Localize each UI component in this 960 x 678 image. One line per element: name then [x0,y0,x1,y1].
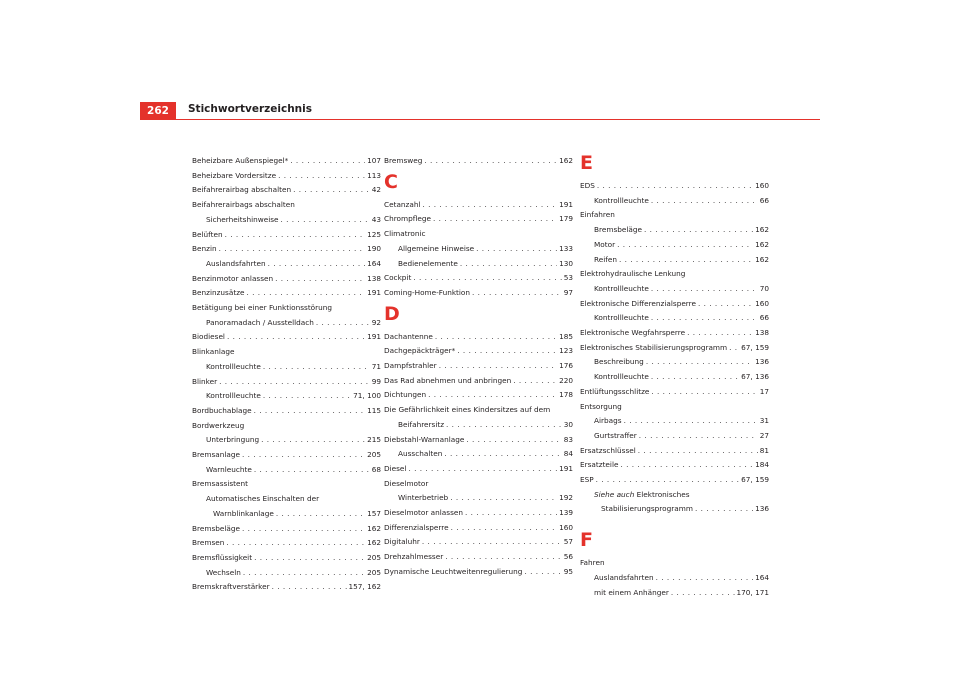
leader-dots [316,316,370,331]
leader-dots [451,521,557,536]
leader-dots [413,271,561,286]
entry-term: Dynamische Leuchtweitenregulierung [384,566,523,576]
entry-term: mit einem Anhänger [594,587,669,597]
index-column-2 [384,154,573,580]
entry-term: Dichtungen [384,390,427,400]
entry-term: Bordbuchablage [192,405,252,415]
entry-term: Belüften [192,229,223,239]
entry-pages: 125 [367,229,381,239]
entry-term: Kontrollleuchte [594,372,649,382]
entry-term: Dampfstrahler [384,361,437,371]
entry-term: Cockpit [384,273,412,283]
leader-dots [227,330,365,345]
index-entry [384,198,573,213]
index-entry [580,311,769,326]
entry-pages: 136 [755,357,769,367]
entry-pages: 160 [755,298,769,308]
entry-pages: 178 [559,390,573,400]
index-heading: Climatronic [384,229,426,239]
leader-dots [619,253,753,268]
index-entry [384,565,573,580]
header-rule [140,119,820,120]
index-entry [580,341,769,356]
index-entry [580,355,769,370]
leader-dots [638,444,758,459]
index-entry [192,580,381,595]
entry-term: Digitaluhr [384,537,420,547]
index-entry [384,154,573,169]
index-entry [580,282,769,297]
index-entry [192,242,381,257]
entry-term: Bedienelemente [398,258,458,268]
leader-dots [263,360,370,375]
letter-heading-f: F [580,529,593,552]
entry-pages: 67, 159 [741,342,769,352]
index-entry [580,238,769,253]
entry-term: Winterbetrieb [398,493,449,503]
index-heading: Blinkanlage [192,347,235,357]
entry-pages: 164 [755,572,769,582]
entry-pages: 57 [563,537,573,547]
index-entry [384,257,573,272]
entry-pages: 160 [755,181,769,190]
leader-dots [243,566,365,581]
index-column-3 [580,152,769,600]
entry-pages: 157 [367,508,381,518]
index-entry [192,286,381,301]
index-entry [384,433,573,448]
leader-dots [254,551,365,566]
index-entry [580,586,769,601]
leader-dots [276,507,365,522]
index-entry [384,374,573,389]
leader-dots [422,535,562,550]
entry-pages: 191 [559,463,573,473]
leader-dots [620,458,753,473]
leader-dots [457,344,557,359]
leader-dots [242,522,365,537]
index-entry [384,418,573,433]
entry-term: Dachgepäckträger* [384,346,456,356]
entry-pages: 138 [367,273,381,283]
index-entry [384,359,573,374]
entry-pages: 123 [559,346,573,356]
index-entry [384,286,573,301]
index-entry [192,257,381,272]
entry-pages: 92 [371,317,381,327]
see-also-text: Elektronisches [636,489,690,499]
entry-term: Beheizbare Außenspiegel* [192,156,289,165]
index-heading: Fahren [580,558,605,568]
index-entry [580,194,769,209]
index-entry [192,316,381,331]
leader-dots [651,385,757,400]
index-entry [192,213,381,228]
index-entry [580,458,769,473]
entry-term: Bremsbeläge [192,523,240,533]
entry-pages: 66 [759,313,769,323]
entry-pages: 139 [559,508,573,518]
letter-heading-c: C [384,170,398,193]
leader-dots [651,370,739,385]
index-entry [580,429,769,444]
entry-term: Bremskraftverstärker [192,582,270,592]
page-number-badge: 262 [140,102,176,120]
entry-pages: 205 [367,552,381,562]
entry-pages: 95 [563,566,573,576]
index-heading: Automatisches Einschalten der [206,494,320,504]
entry-pages: 138 [755,328,769,338]
index-entry [192,507,381,522]
index-heading: Bordwerkzeug [192,420,245,430]
entry-pages: 192 [559,493,573,503]
entry-pages: 68 [371,464,381,474]
index-entry [580,385,769,400]
index-entry [384,521,573,536]
index-entry [192,272,381,287]
entry-pages: 113 [367,170,381,180]
entry-term: Kontrollleuchte [594,283,649,293]
entry-pages: 97 [563,287,573,297]
entry-term: Das Rad abnehmen und anbringen [384,375,512,385]
see-also-prefix: Siehe auch [594,489,635,499]
leader-dots [671,586,735,601]
entry-term: Drehzahlmesser [384,552,444,562]
index-column-1 [192,154,381,595]
entry-pages: 162 [755,225,769,235]
page-title: Stichwortverzeichnis [188,103,312,115]
index-entry [192,228,381,243]
entry-pages: 160 [559,522,573,532]
index-entry [192,463,381,478]
leader-dots [644,223,753,238]
entry-term: Reifen [594,254,617,264]
index-entry [580,326,769,341]
entry-term: Beheizbare Vordersitze [192,170,277,180]
leader-dots [460,257,557,272]
leader-dots [408,462,557,477]
entry-pages: 27 [759,430,769,440]
leader-dots [261,433,365,448]
leader-dots [433,212,557,227]
leader-dots [639,429,758,444]
entry-pages: 191 [367,332,381,342]
entry-pages: 162 [367,523,381,533]
leader-dots [445,550,561,565]
entry-pages: 67, 136 [741,372,769,382]
entry-pages: 30 [563,419,573,429]
leader-dots [651,282,758,297]
leader-dots [646,355,753,370]
entry-pages: 191 [367,288,381,298]
leader-dots [597,179,753,194]
entry-term: Allgemeine Hinweise [398,243,475,253]
entry-term: Elektronische Differenzialsperre [580,298,697,308]
entry-term: Ersatzteile [580,460,619,470]
index-entry [192,389,381,404]
leader-dots [617,238,753,253]
index-entry [192,404,381,419]
entry-term: EDS [580,181,595,190]
entry-term: Chrompflege [384,214,431,224]
leader-dots [695,502,753,517]
entry-term: Dieselmotor anlassen [384,508,463,518]
entry-term: Kontrollleuchte [206,391,261,401]
entry-term: Coming-Home-Funktion [384,287,471,297]
entry-pages: 71 [371,361,381,371]
entry-term: Elektronische Wegfahrsperre [580,328,686,338]
leader-dots [272,580,347,595]
entry-term: Diesel [384,463,407,473]
letter-heading-d: D [384,302,400,325]
index-entry [192,154,381,169]
entry-pages: 215 [367,435,381,445]
leader-dots [226,536,365,551]
entry-term: Warnleuchte [206,464,252,474]
entry-term: Bremsbeläge [594,225,642,235]
entry-pages: 70 [759,283,769,293]
entry-term: Beifahrerairbag abschalten [192,185,292,195]
index-entry [580,253,769,268]
leader-dots [428,388,557,403]
entry-pages: 170, 171 [736,587,769,597]
index-entry [192,330,381,345]
leader-dots [524,565,561,580]
index-entry [192,448,381,463]
index-entry [384,242,573,257]
entry-pages: 191 [559,199,573,209]
entry-term: Ausschalten [398,449,443,459]
entry-pages: 162 [755,254,769,264]
index-heading: Einfahren [580,210,615,220]
index-entry [580,179,769,194]
entry-term: Elektronisches Stabilisierungsprogramm [580,342,728,352]
leader-dots [242,448,365,463]
entry-pages: 130 [559,258,573,268]
entry-term: Bremsweg [384,156,423,165]
index-entry [384,447,573,462]
leader-dots [656,571,753,586]
leader-dots [275,272,365,287]
entry-pages: 205 [367,567,381,577]
index-entry [192,183,381,198]
entry-pages: 99 [371,376,381,386]
entry-pages: 136 [755,504,769,514]
index-entry [384,212,573,227]
entry-term: Beifahrersitz [398,419,445,429]
entry-term: Kontrollleuchte [206,361,261,371]
leader-dots [278,169,365,184]
index-entry [384,550,573,565]
index-entry [192,375,381,390]
entry-pages: 83 [563,434,573,444]
entry-pages: 71, 100 [353,391,381,401]
leader-dots [465,506,557,521]
leader-dots [596,473,739,488]
entry-pages: 43 [371,214,381,224]
entry-term: Diebstahl-Warnanlage [384,434,465,444]
index-entry [192,536,381,551]
entry-term: Unterbringung [206,435,260,445]
entry-term: Beschreibung [594,357,644,367]
entry-term: Panoramadach / Ausstelldach [206,317,314,327]
entry-term: Benzinmotor anlassen [192,273,274,283]
index-entry [192,551,381,566]
leader-dots [247,286,366,301]
leader-dots [254,463,370,478]
entry-pages: 81 [759,445,769,455]
entry-pages: 42 [371,185,381,195]
index-see-also [580,488,769,503]
index-entry [192,566,381,581]
entry-pages: 31 [759,416,769,426]
index-entry [580,223,769,238]
entry-term: Wechseln [206,567,241,577]
entry-term: Motor [594,239,616,249]
index-entry [192,360,381,375]
index-entry [580,370,769,385]
index-entry [384,330,573,345]
leader-dots [446,418,562,433]
entry-pages: 67, 159 [741,475,769,485]
leader-dots [439,359,557,374]
leader-dots [472,286,562,301]
index-entry [384,344,573,359]
leader-dots [225,228,365,243]
index-entry [192,433,381,448]
leader-dots [254,404,365,419]
entry-term: Kontrollleuchte [594,313,649,323]
leader-dots [290,154,365,169]
leader-dots [444,447,561,462]
entry-term: Benzin [192,244,217,254]
entry-term: Auslandsfahrten [206,258,266,268]
entry-pages: 162 [559,156,573,165]
leader-dots [729,341,739,356]
entry-pages: 179 [559,214,573,224]
index-entry [580,297,769,312]
entry-term: ESP [580,475,594,485]
entry-term: Gurtstraffer [594,430,637,440]
leader-dots [624,414,758,429]
entry-pages: 133 [559,243,573,253]
entry-term: Benzinzusätze [192,288,245,298]
entry-term: Airbags [594,416,622,426]
leader-dots [423,198,558,213]
index-entry [384,506,573,521]
index-heading: Entsorgung [580,401,622,411]
leader-dots [513,374,557,389]
leader-dots [293,183,370,198]
letter-heading-e: E [580,152,593,174]
entry-term: Auslandsfahrten [594,572,654,582]
entry-term: Bremsflüssigkeit [192,552,253,562]
entry-term: Cetanzahl [384,199,421,209]
index-heading: Beifahrerairbags abschalten [192,200,295,210]
entry-pages: 162 [367,538,381,548]
entry-pages: 162 [755,239,769,249]
index-entry [580,571,769,586]
index-entry [384,388,573,403]
entry-term: Differenzialsperre [384,522,449,532]
index-heading: Elektrohydraulische Lenkung [580,269,686,279]
entry-term: Kontrollleuchte [594,195,649,205]
leader-dots [219,242,365,257]
index-entry [580,473,769,488]
entry-pages: 157, 162 [348,582,381,592]
entry-pages: 56 [563,552,573,562]
entry-pages: 185 [559,331,573,341]
index-heading: Bremsassistent [192,479,248,489]
entry-pages: 220 [559,375,573,385]
entry-term: Stabilisierungsprogramm [601,504,693,514]
leader-dots [651,311,758,326]
entry-term: Warnblinkanlage [213,508,274,518]
leader-dots [263,389,351,404]
index-entry [580,444,769,459]
index-heading: Die Gefährlichkeit eines Kindersitzes auf dem [384,405,551,415]
entry-pages: 66 [759,195,769,205]
entry-pages: 184 [755,460,769,470]
index-heading: Betätigung bei einer Funktionsstörung [192,303,333,313]
leader-dots [435,330,557,345]
leader-dots [281,213,370,228]
entry-pages: 205 [367,450,381,460]
leader-dots [687,326,753,341]
index-entry [384,271,573,286]
entry-pages: 176 [559,361,573,371]
index-heading: Dieselmotor [384,478,429,488]
page-header [140,102,820,120]
entry-term: Bremsen [192,538,225,548]
index-entry [580,502,769,517]
entry-term: Sicherheitshinweise [206,214,279,224]
index-entry [384,491,573,506]
entry-term: Blinker [192,376,218,386]
entry-pages: 107 [367,156,381,165]
entry-term: Biodiesel [192,332,225,342]
entry-pages: 53 [563,273,573,283]
leader-dots [466,433,561,448]
entry-term: Entlüftungsschlitze [580,386,650,396]
entry-pages: 84 [563,449,573,459]
leader-dots [698,297,753,312]
leader-dots [651,194,758,209]
entry-pages: 164 [367,258,381,268]
index-entry [384,462,573,477]
index-entry [192,169,381,184]
entry-pages: 115 [367,405,381,415]
leader-dots [268,257,365,272]
entry-term: Ersatzschlüssel [580,445,636,455]
index-entry [192,522,381,537]
leader-dots [219,375,370,390]
leader-dots [450,491,557,506]
entry-term: Dachantenne [384,331,433,341]
leader-dots [424,154,557,169]
index-entry [384,535,573,550]
entry-pages: 190 [367,244,381,254]
index-entry [580,414,769,429]
entry-pages: 17 [759,386,769,396]
leader-dots [476,242,557,257]
entry-term: Bremsanlage [192,450,240,460]
